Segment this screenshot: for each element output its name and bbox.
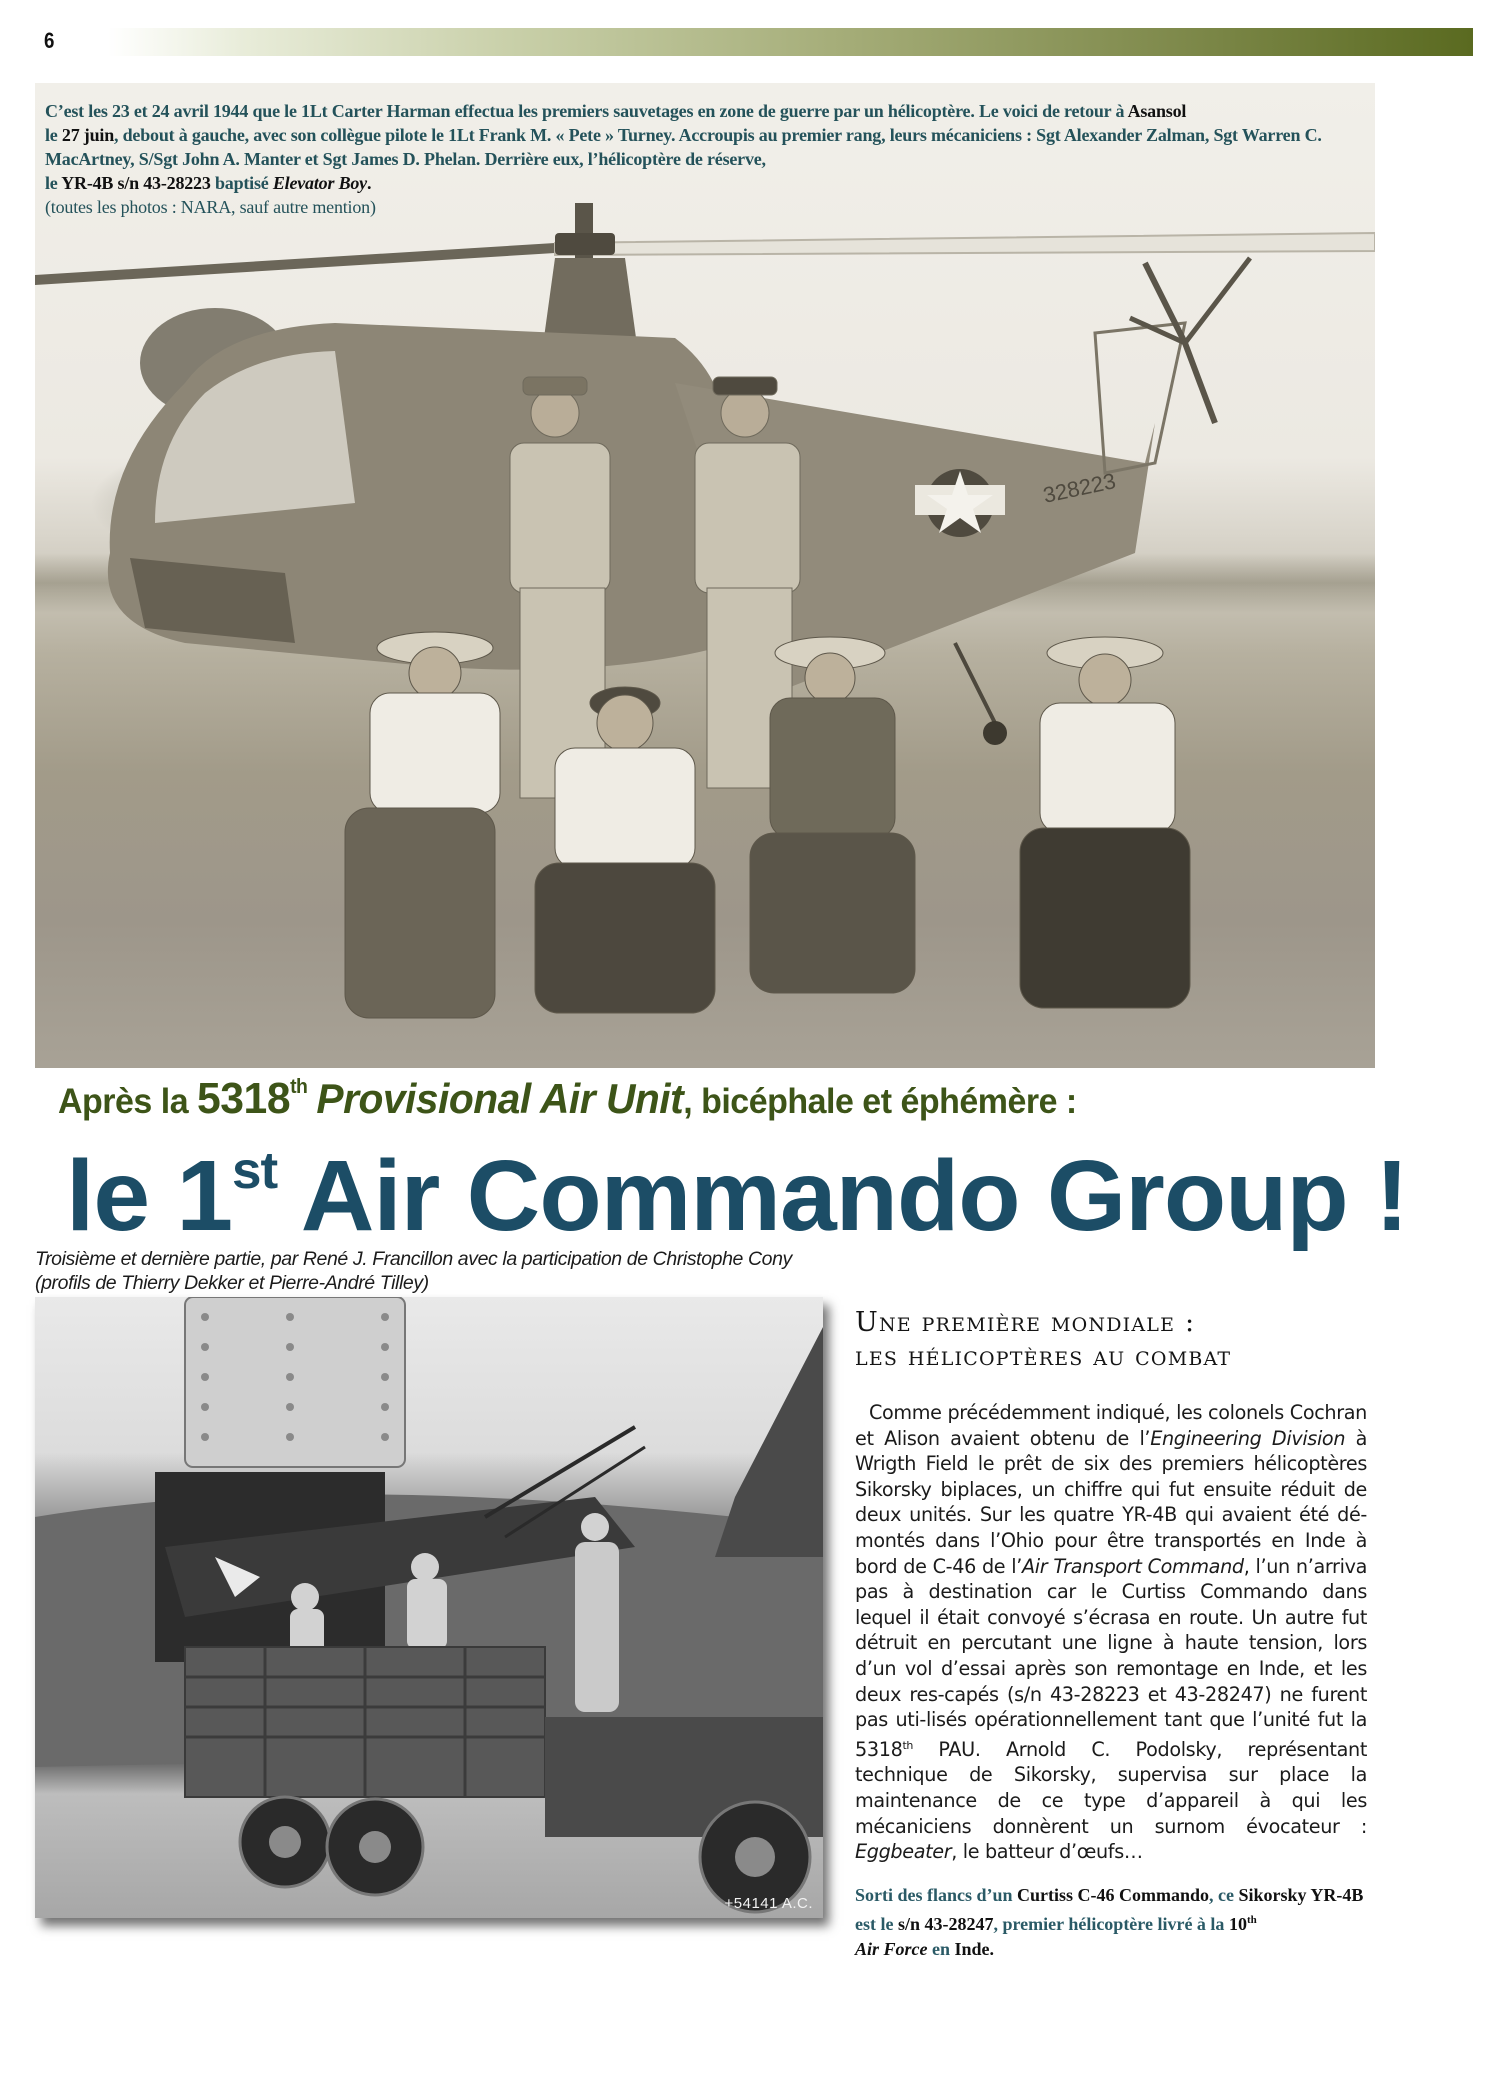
bottom-photo-caption: Sorti des flancs d’un Curtiss C-46 Commando, ce Sikorsky YR-4B est le s/n 43-28247, premier hélicoptère livré à la 10th Air Force en Inde. bbox=[855, 1885, 1364, 1959]
article-body: Comme précédemment indiqué, les colonels Cochran et Alison avaient obtenu de l’Engineering Division à Wrigth Field le prêt de six des premiers hélicoptères Sikorsky biplaces, un chiffre qui fut ensuite réduit de deux unités. Sur les quatre YR-4B qui avaient été dé-montés dans l’Ohio pour être transportés en Inde à bord de C-46 de l’Air Transport Command, l’un n’arriva pas à destination car le Curtiss Commando dans lequel il était convoyé s’écrasa en route. Un autre fut détruit en percutant une ligne à haute tension, lors d’un vol d’essai après son remontage en Inde, et les deux res-capés (s/n 43-28223 et 43-28247) ne furent pas uti-lisés opérationnellement tant que l’unité fut la 5318th PAU. Arnold C. Podolsky, représentant technique de Sikorsky, supervisa sur place la maintenance de ce type d’appareil à qui les mécaniciens donnèrent un surnom évocateur : Eggbeater, le batteur d’œufs… bbox=[855, 1401, 1367, 1864]
article-kicker: Après la 5318th Provisional Air Unit, bicéphale et éphémère : bbox=[58, 1074, 1077, 1123]
article-title: le 1st Air Commando Group ! bbox=[66, 1140, 1408, 1252]
article-byline: Troisième et dernière partie, par René J. Francillon avec la participation de Christophe Cony (profils de Thierry Dekker et Pierre-André Tilley) bbox=[35, 1248, 792, 1294]
c46-truck-illustration bbox=[35, 1297, 823, 1918]
svg-text:328223: 328223 bbox=[1040, 468, 1118, 508]
bottom-photo-c46-unloading bbox=[35, 1297, 823, 1918]
page-number: 6 bbox=[44, 28, 55, 53]
photo-stamp-number: +54141 A.C. bbox=[724, 1895, 813, 1912]
top-photo-caption: C’est les 23 et 24 avril 1944 que le 1Lt Carter Harman effectua les premiers sauvetages en zone de guerre par un hélicoptère. Le voici de retour à Asansol le 27 juin, debout à gauche, avec son collègue pilote le 1Lt Frank M. « Pete » Turney. Accroupis au premier rang, leurs mécaniciens : Sgt Alexander Zalman, Sgt Warren C. MacArtney, S/Sgt John A. Manter et Sgt James D. Phelan. Derrière eux, l’hélicoptère de réserve, le YR-4B s/n 43-28223 baptisé Elevator Boy. (toutes les photos : NARA, sauf autre mention) bbox=[45, 101, 1322, 217]
helicopter-illustration bbox=[35, 83, 1375, 1068]
top-photo-helicopter-crew bbox=[35, 83, 1375, 1068]
section-heading: Une première mondiale : les hélicoptères au combat bbox=[855, 1307, 1232, 1372]
photo-credit: (toutes les photos : NARA, sauf autre mention) bbox=[45, 197, 376, 217]
header-gradient-bar bbox=[108, 28, 1473, 56]
